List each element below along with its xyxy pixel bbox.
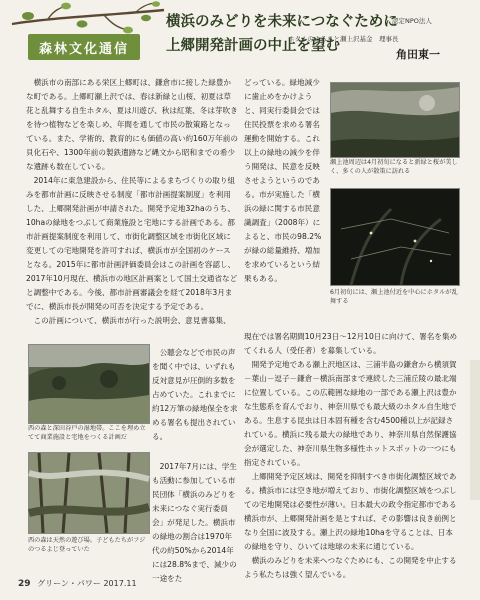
photo-seagami-pond-caption: 瀬上池周辺は4月初旬になると新緑と桜が美しく、多くの人が散策に訪れる	[330, 159, 458, 175]
paragraph: 横浜のみどりを未来へつなぐためにも、この開発を中止するよう私たちは強く望んでいる。	[244, 556, 457, 579]
body-text-right-bottom	[244, 330, 458, 579]
body-text-left-bottom	[152, 460, 238, 583]
paragraph: 2014年に東急建設から、住民等によるまちづくりの取り組みを都市計画に反映させる制度「都市計画提案制度」を利用した、上郷開発計画が申請された。開発予定地32haのうち、10haの緑地をつぶして商業施設と宅地にする計画である。都市計画提案制度を利用して、市街化調整区域を市街化区域に変更しての宅地開発を許可すれば、横浜市が全国初のケースとなる。2015年に都市計画評価委員会はこの計画を容認し、2017年10月現在、横浜市の地区計画案として国土交通省などと調整中である。今後、都市計画審議会を経て2018年3月までに、横浜市長が開発の可否を決定する予定である。	[26, 176, 238, 311]
photo-seagami-pond	[330, 82, 460, 158]
photo-fireflies	[330, 188, 460, 286]
author-org-line2: ホタルのふるさと瀬上沢基金 理事長	[288, 35, 399, 43]
paragraph: 上郷開発予定区域は、開発を抑制すべき市街化調整区域である。横浜市には空き地が増えており、市街化調整区域をつぶしての宅地開発は必要性が薄い。日本最大の政令指定都市である横浜市が、上郷開発計画を是とすれば、その影響は良き前例となり全国に波及する。瀬上沢の緑地10haを守ることは、日本の緑地を守り、ひいては地球の未来に通じている。	[244, 472, 457, 551]
photo-children-forest-caption: 西の森は天然の遊び場。子どもたちがフジのつるよじ登っていた	[28, 537, 146, 553]
article-title-line1: 横浜のみどりを未来につなぐために	[166, 14, 398, 30]
paragraph: この計画について、横浜市が行った説明会、意見書募集、	[33, 316, 231, 325]
series-badge: 森林文化通信	[28, 34, 140, 60]
page-footer	[18, 578, 137, 589]
photo-children-forest	[28, 452, 150, 534]
paragraph: 開発予定地である瀬上沢地区は、三浦半島の鎌倉から横須賀－葉山－逗子－鎌倉－横浜南部まで連続した三浦丘陵の最北端に位置している。この広範囲な緑地の一部である瀬上沢は豊かな生態系を育んでおり、神奈川県でも最大級のホタル自生地である。生息する昆虫は日本固有種を含む4500種以上が記録されている。横浜に残る最大の緑地であり、神奈川県自然保護協会が選定した、神奈川県生物多様性ホットスポットの一つにも指定されている。	[244, 360, 457, 467]
article-header	[0, 0, 480, 72]
photo-fireflies-caption: 6月初旬には、瀬上池付近を中心にホタルが乱舞する	[330, 289, 458, 305]
publication-name: グリーン・パワー 2017.11	[37, 579, 137, 588]
body-text-left-top	[26, 76, 238, 340]
photo-wetland	[28, 344, 150, 424]
author-name: 角田東一	[396, 48, 440, 61]
page-number: 29	[18, 579, 31, 589]
paragraph: どっている。緑地減少に歯止めをかけようと、同実行委員会では住民投票を求める署名運動を開始する。これ以上の緑地の減少を伴う開発は、民意を反映させようというのである。市が実施した「横浜の緑に関する市民意識調査」（2008年）によると、市民の98.2%が緑の総量維持、増加を求めているという結果もある。	[244, 78, 322, 283]
body-text-left-middle	[152, 346, 238, 458]
paragraph: 現在では署名期間10月23日〜12月10日に向けて、署名を集めてくれる人（受任者）を募集している。	[244, 332, 458, 355]
article-title-line2: 上郷開発計画の中止を望む	[166, 38, 340, 54]
body-text-right-top	[244, 76, 324, 326]
photo-wetland-caption: 西の森と深田谷戸の湿地帯。ここを埋め立てて商業施設と宅地をつくる計画だ	[28, 425, 146, 441]
paragraph: 公聴会などで市民の声を聞く中では、いずれも反対意見が圧倒的多数を占めていた。これまでに約12万筆の緑地保全を求める署名も提出されている。	[152, 348, 238, 441]
paragraph: 横浜市の南部にある栄区上郷町は、鎌倉市に接した緑豊かな町である。上郷町瀬上沢では、春は新緑と山桜、初夏は草花と乱舞する自生ホタル、夏は川遊び、秋は紅葉、冬は芽吹きを待つ植物などを楽しめ、年間を通して市民の散策路となっている。また、学術的、教育的にも価値の高い約160万年前の貝化石や、1300年前の製鉄遺跡など縄文から昭和までの希少な遺跡も数在している。	[26, 78, 238, 171]
author-org-line1: 認定NPO法人	[392, 17, 432, 25]
paragraph: 2017年7月には、学生も活動に参加している市民団体「横浜のみどりを未来につなぐ実行委員会」が発足した。横浜市の緑地の割合は1970年代の約50%から2014年には28.8%まで、減少の一途をた	[152, 462, 237, 583]
page-edge-tab	[470, 360, 480, 500]
